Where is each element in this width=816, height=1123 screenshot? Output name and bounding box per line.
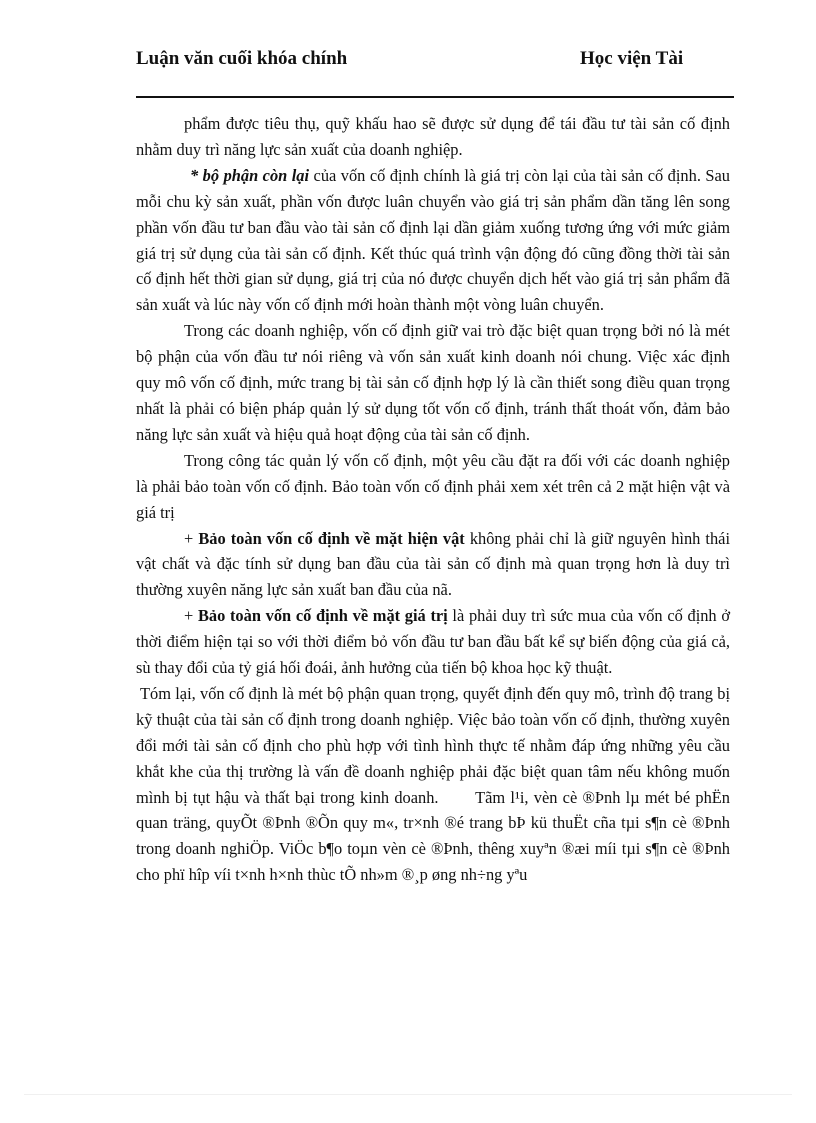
paragraph-6-text: là phải duy trì sức mua của vốn cố định ở thời điểm hiện tại so với thời điểm bỏ vốn đầu tư ban đầu bất kể sự biến động của giá cả, sù thay đổi của tỷ giá hối đoái, ảnh hưởng của tiến bộ khoa học kỹ thuật.: [136, 606, 730, 678]
paragraph-5: [136, 526, 730, 604]
paragraph-6-prefix: +: [184, 606, 198, 626]
paragraph-2-lead: * bộ phận còn lại: [190, 165, 310, 185]
header-thesis-title: Luận văn cuối khóa chính: [136, 48, 348, 69]
paragraph-6-bold: Bảo toàn vốn cố định về mặt giá trị: [197, 606, 448, 626]
paragraph-7-text: Tóm lại, vốn cố định là mét bộ phận quan trọng, quyết định đến quy mô, trình độ trang bị kỹ thuật của tài sản cố định trong doanh nghiệp. Việc bảo toàn vốn cố định, thường xuyên đổi mới tài sản cố định cho phù hợp với tình hình thực tế nhằm đáp ứng những yêu cầu khắt khe của thị trường là vấn đề doanh nghiệp phải đặc biệt quan tâm nếu không muốn mình bị tụt hậu và thất bại trong kinh doanh.: [136, 683, 730, 807]
paragraph-7: [136, 681, 730, 888]
paragraph-2-text: của vốn cố định chính là giá trị còn lại của tài sản cố định. Sau mỗi chu kỳ sản xuất, phần vốn được luân chuyển vào giá trị sản phẩm dần tăng lên song phần vốn đầu tư ban đầu vào tài sản cố định lại dần giảm xuống tương ứng với mức giảm giá trị sử dụng của tài sản cố định. Kết thúc quá trình vận động đó cũng đồng thời tài sản cố định hết thời gian sử dụng, giá trị của nó được chuyển dịch hết vào giá trị sản phẩm đã sản xuất và lúc này vốn cố định mới hoàn thành một vòng luân chuyển.: [136, 165, 730, 315]
paragraph-6: [136, 603, 730, 681]
page-header: [136, 46, 734, 96]
paragraph-5-prefix: +: [184, 528, 199, 548]
header-divider: [136, 96, 734, 98]
header-institution: Học viện Tài: [580, 48, 684, 69]
paragraph-1: phẩm được tiêu thụ, quỹ khấu hao sẽ được sử dụng để tái đầu tư tài sản cố định nhằm duy trì năng lực sản xuất của doanh nghiệp.: [136, 114, 730, 159]
paragraph-7-garbled: Tãm l¹i, vèn cè ®Þnh lµ mét bé phËn quan träng, quyÕt ®Þnh ®Õn quy m«, tr×nh ®é trang bÞ kü thuËt cña tµi s¶n cè ®Þnh trong doanh nghiÖp. ViÖc b¶o toµn vèn cè ®Þnh, thêng xuyªn ®æi míi tµi s¶n cè ®Þnh cho phï hîp víi t×nh h×nh thùc tÕ nh»m ®¸p øng nh÷ng yªu: [136, 787, 730, 885]
paragraph-2: [136, 163, 730, 318]
page-bottom-edge: [24, 1094, 792, 1095]
paragraph-3: Trong các doanh nghiệp, vốn cố định giữ vai trò đặc biệt quan trọng bởi nó là mét bộ phận của vốn đầu tư nói riêng và vốn sản xuất kinh doanh nói chung. Việc xác định quy mô vốn cố định, mức trang bị tài sản cố định hợp lý là cần thiết song điều quan trọng nhất là phải có biện pháp quản lý sử dụng tốt vốn cố định, tránh thất thoát vốn, đảm bảo năng lực sản xuất và hiệu quả hoạt động của tài sản cố định.: [136, 321, 730, 444]
document-body: [136, 111, 730, 888]
paragraph-5-text: không phải chỉ là giữ nguyên hình thái vật chất và đặc tính sử dụng ban đầu của tài sản cố định mà quan trọng hơn là duy trì thường xuyên năng lực sản xuất ban đầu của nã.: [136, 528, 730, 600]
paragraph-4: Trong công tác quản lý vốn cố định, một yêu cầu đặt ra đối với các doanh nghiệp là phải bảo toàn vốn cố định. Bảo toàn vốn cố định phải xem xét trên cả 2 mặt hiện vật và giá trị: [136, 450, 730, 522]
paragraph-5-bold: Bảo toàn vốn cố định về mặt hiện vật: [198, 528, 465, 548]
